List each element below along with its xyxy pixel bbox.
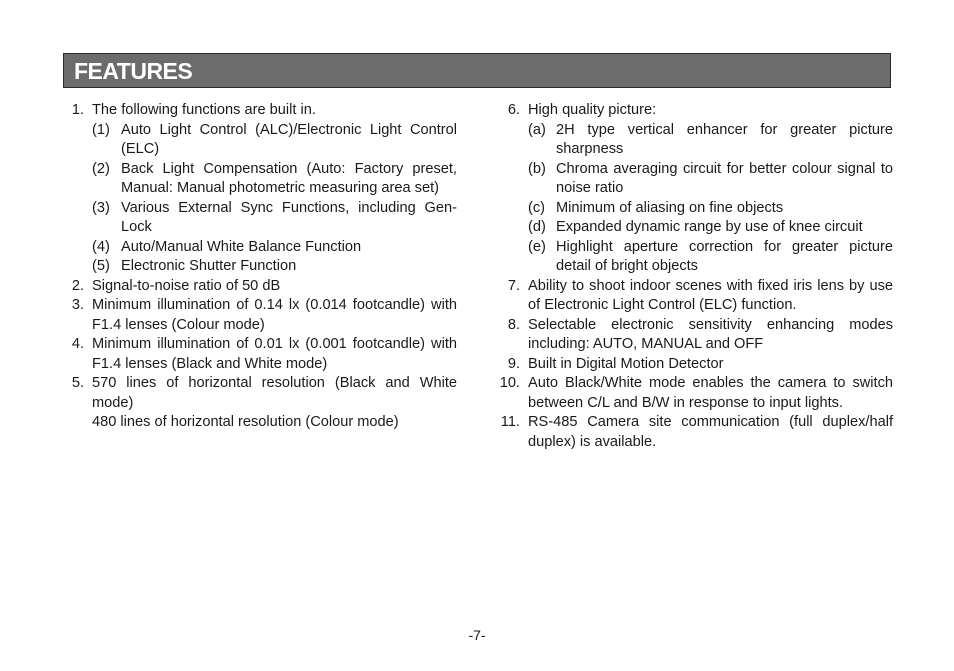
sub-item-mark: (2) <box>92 160 110 177</box>
page-number: -7- <box>468 627 486 643</box>
feature-item-9 <box>495 355 893 375</box>
item-number: 8. <box>507 316 520 333</box>
sub-item-a <box>528 121 893 160</box>
feature-item-2 <box>63 277 457 297</box>
sub-item-text: Highlight aperture correction for greater picture detail of bright objects <box>556 238 893 274</box>
sub-item-mark: (5) <box>92 258 110 274</box>
sub-item-1 <box>92 121 457 160</box>
feature-item-7 <box>495 277 893 316</box>
sub-item-text: Electronic Shutter Function <box>121 258 297 274</box>
sub-item-text: Back Light Compensation (Auto: Factory preset, Manual: Manual photometric measuring area set) <box>121 160 457 196</box>
item-text: Signal-to-noise ratio of 50 dB <box>92 277 281 294</box>
sub-item-e <box>528 238 893 277</box>
item-number: 11. <box>500 414 520 430</box>
sub-item-mark: (e) <box>528 238 546 255</box>
item-number: 2. <box>71 277 84 294</box>
item-text: Selectable electronic sensitivity enhancing modes including: AUTO, MANUAL and OFF <box>528 316 893 352</box>
item-text: Ability to shoot indoor scenes with fixed iris lens by use of Electronic Light Control (ELC) function. <box>528 277 893 313</box>
feature-item-11 <box>495 413 893 452</box>
item-number: 7. <box>507 277 520 294</box>
feature-item-1 <box>63 101 457 277</box>
sub-item-2 <box>92 160 457 199</box>
sub-item-c <box>528 199 893 219</box>
item-number: 5. <box>71 375 84 391</box>
item-number: 10. <box>499 375 520 391</box>
page-title: FEATURES <box>74 58 193 84</box>
feature-item-8 <box>495 316 893 355</box>
sub-item-text: Auto/Manual White Balance Function <box>121 238 362 255</box>
sub-item-mark: (4) <box>92 238 110 255</box>
item-extra-text: 480 lines of horizontal resolution (Colour mode) <box>92 414 399 430</box>
sub-item-mark: (b) <box>528 160 546 177</box>
item-number: 4. <box>71 336 84 352</box>
sub-item-mark: (d) <box>528 219 546 235</box>
item-text: The following functions are built in. <box>92 102 316 118</box>
item-text: Minimum illumination of 0.14 lx (0.014 footcandle) with F1.4 lenses (Colour mode) <box>92 297 457 333</box>
sub-item-mark: (3) <box>92 199 110 216</box>
sub-item-text: Various External Sync Functions, including Gen-Lock <box>121 199 457 235</box>
item-text: Auto Black/White mode enables the camera to switch between C/L and B/W in response to input lights. <box>528 375 893 411</box>
item-text: Minimum illumination of 0.01 lx (0.001 footcandle) with F1.4 lenses (Black and White mode) <box>92 336 457 372</box>
sub-item-text: Chroma averaging circuit for better colour signal to noise ratio <box>556 160 893 196</box>
feature-item-4 <box>63 335 457 374</box>
item-number: 3. <box>71 297 84 313</box>
sub-item-d <box>528 218 893 238</box>
item-number: 1. <box>71 102 84 118</box>
item-text: 570 lines of horizontal resolution (Black and White mode) <box>92 375 457 411</box>
feature-item-10 <box>495 374 893 413</box>
sub-item-b <box>528 160 893 199</box>
sub-item-4 <box>92 238 457 258</box>
sub-item-mark: (1) <box>92 121 110 138</box>
features-header-bar <box>63 53 891 88</box>
sub-item-text: 2H type vertical enhancer for greater picture sharpness <box>556 121 893 157</box>
left-column <box>63 101 457 433</box>
sub-item-3 <box>92 199 457 238</box>
sub-item-mark: (a) <box>528 121 546 138</box>
sub-item-mark: (c) <box>528 199 546 216</box>
sub-item-5 <box>92 257 457 277</box>
sub-item-text: Auto Light Control (ALC)/Electronic Light Control (ELC) <box>121 121 457 157</box>
feature-item-3 <box>63 296 457 335</box>
item-number: 6. <box>507 102 520 118</box>
feature-item-5 <box>63 374 457 433</box>
item-number: 9. <box>507 355 520 372</box>
item-text: Built in Digital Motion Detector <box>528 355 724 372</box>
item-text: High quality picture: <box>528 102 657 118</box>
feature-item-6 <box>495 101 893 277</box>
right-column <box>495 101 893 452</box>
sub-item-text: Minimum of aliasing on fine objects <box>556 199 784 216</box>
item-text: RS-485 Camera site communication (full duplex/half duplex) is available. <box>528 414 893 450</box>
sub-item-text: Expanded dynamic range by use of knee circuit <box>556 219 863 235</box>
